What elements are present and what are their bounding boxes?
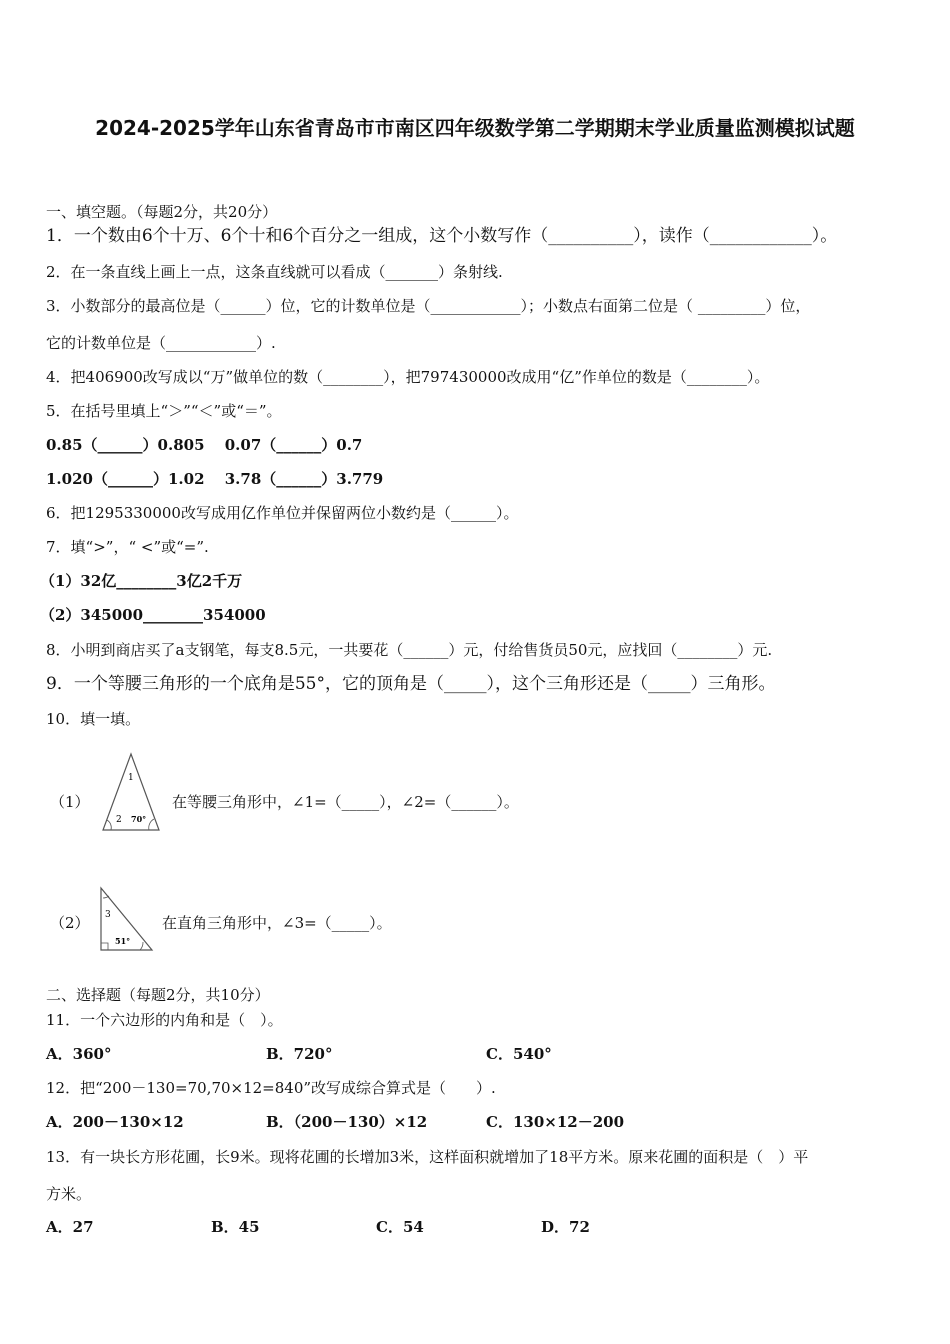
question-7-part1: （1）32亿________3亿2千万 bbox=[40, 572, 243, 590]
q10-part1-text: 在等腰三角形中，∠1=（_____），∠2=（______）。 bbox=[172, 793, 519, 811]
question-10: 10．填一填。 bbox=[46, 710, 141, 728]
given-angle-arc-2 bbox=[140, 942, 143, 950]
question-3-line1: 3．小数部分的最高位是（______）位，它的计数单位是（____________）；小数点右面第二位是（ _________）位， bbox=[46, 297, 811, 315]
question-6: 6．把1295330000改写成用亿作单位并保留两位小数约是（______）。 bbox=[46, 504, 519, 522]
question-5: 5．在括号里填上“＞”“＜”或“＝”。 bbox=[46, 402, 282, 420]
q13-option-d[interactable]: D．72 bbox=[541, 1218, 590, 1236]
angle2-arc bbox=[107, 820, 111, 830]
q11-option-b[interactable]: B．720° bbox=[266, 1045, 333, 1063]
q11-option-c[interactable]: C．540° bbox=[486, 1045, 552, 1063]
question-3-line2: 它的计数单位是（____________）. bbox=[46, 334, 276, 352]
page-title: 2024-2025学年山东省青岛市市南区四年级数学第二学期期末学业质量监测模拟试题 bbox=[95, 116, 855, 140]
right-angle-mark bbox=[101, 943, 108, 950]
q12-option-a[interactable]: A．200－130×12 bbox=[46, 1113, 184, 1131]
question-5-row1: 0.85（______）0.805 0.07（______）0.7 bbox=[46, 436, 363, 454]
question-8: 8．小明到商店买了a支钢笔，每支8.5元，一共要花（______）元，付给售货员50元，应找回（________）元. bbox=[46, 641, 773, 659]
q11-option-a[interactable]: A．360° bbox=[46, 1045, 112, 1063]
question-4: 4．把406900改写成以“万”做单位的数（________），把797430000改成用“亿”作单位的数是（________）。 bbox=[46, 368, 770, 386]
question-7-part2: （2）345000________354000 bbox=[40, 606, 266, 624]
right-triangle-figure bbox=[96, 884, 156, 954]
section2-header: 二、选择题（每题2分，共10分） bbox=[46, 986, 270, 1004]
question-2: 2．在一条直线上画上一点，这条直线就可以看成（_______）条射线. bbox=[46, 263, 503, 281]
given-angle-label: 70° bbox=[131, 814, 147, 824]
q10-part2-label: （2） bbox=[50, 914, 90, 932]
q12-option-b[interactable]: B．（200－130）×12 bbox=[266, 1113, 428, 1131]
q10-part1-label: （1） bbox=[50, 793, 90, 811]
question-5-row2: 1.020（______）1.02 3.78（______）3.779 bbox=[46, 470, 384, 488]
question-9: 9．一个等腰三角形的一个底角是55°，它的顶角是（_____），这个三角形还是（_____）三角形。 bbox=[46, 674, 776, 694]
q13-option-b[interactable]: B．45 bbox=[211, 1218, 260, 1236]
given-angle-label-2: 51° bbox=[115, 936, 131, 946]
section1-header: 一、填空题。（每题2分，共20分） bbox=[46, 203, 278, 221]
question-7: 7．填“>”，“ <”或“=”. bbox=[46, 538, 209, 556]
q13-option-a[interactable]: A．27 bbox=[46, 1218, 94, 1236]
angle1-label: 1 bbox=[128, 773, 134, 783]
question-1: 1．一个数由6个十万、6个十和6个百分之一组成，这个小数写作（__________），读作（____________）。 bbox=[46, 226, 838, 246]
angle3-label: 3 bbox=[105, 910, 111, 920]
isosceles-triangle-figure bbox=[98, 750, 164, 834]
q10-part2-text: 在直角三角形中，∠3=（_____）。 bbox=[162, 914, 392, 932]
q12-option-c[interactable]: C．130×12－200 bbox=[486, 1113, 625, 1131]
q13-option-c[interactable]: C．54 bbox=[376, 1218, 424, 1236]
angle2-label: 2 bbox=[116, 815, 122, 825]
given-angle-arc bbox=[149, 819, 154, 830]
question-12: 12．把“200－130=70,70×12=840”改写成综合算式是（ ）. bbox=[46, 1079, 496, 1097]
question-11: 11．一个六边形的内角和是（ ）。 bbox=[46, 1011, 283, 1029]
angle3-arc bbox=[103, 896, 109, 898]
question-13-line2: 方米。 bbox=[46, 1185, 92, 1203]
question-13-line1: 13．有一块长方形花圃，长9米。现将花圃的长增加3米，这样面积就增加了18平方米。原来花圃的面积是（ ）平 bbox=[46, 1148, 809, 1166]
